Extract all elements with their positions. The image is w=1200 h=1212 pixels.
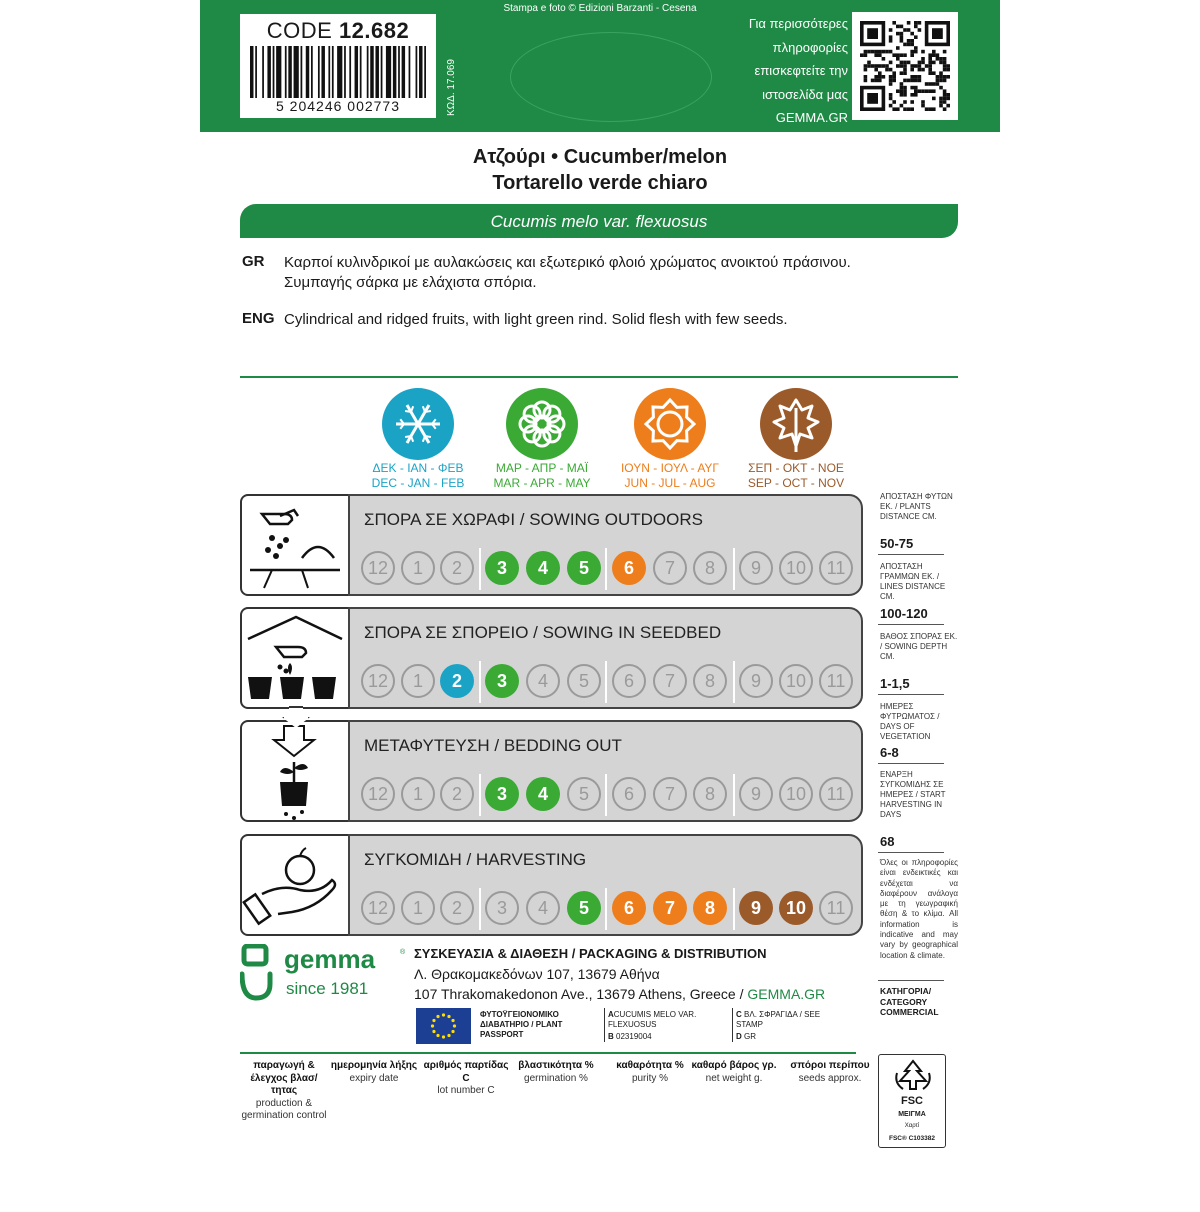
passport-title: ΦΥΤΟΫΓΕΙΟΝΟΜΙΚΟ ΔΙΑΒΑΤΗΡΙΟ / PLANT PASSPORT (480, 1010, 563, 1039)
month-8: 8 (693, 777, 727, 811)
month-3: 3 (485, 891, 519, 925)
season-icon (760, 388, 832, 460)
printer-credit: Stampa e foto © Edizioni Barzanti - Cesena (503, 3, 697, 14)
address-gr: Λ. Θρακομακεδόνων 107, 13679 Αθήνα (414, 966, 660, 982)
vegetation-value: 6-8 (880, 745, 899, 760)
season-label-en: DEC - JAN - FEB (371, 476, 465, 490)
month-1: 1 (401, 777, 435, 811)
sowing-depth-label: ΒΑΘΟΣ ΣΠΟΡΑΣ ΕΚ. / SOWING DEPTH CM. (880, 632, 958, 661)
month-3: 3 (485, 777, 519, 811)
season-separator (479, 774, 481, 816)
en-tag: ENG (242, 310, 275, 327)
quality-column (689, 1060, 779, 1085)
sowing-outdoors-icon (242, 496, 348, 594)
month-6: 6 (612, 891, 646, 925)
harvest-days-value: 68 (880, 834, 895, 849)
month-11: 11 (819, 777, 853, 811)
divider (604, 1008, 605, 1042)
row-icon-box (240, 494, 350, 596)
quality-column-en: seeds approx. (798, 1072, 862, 1084)
website-info (728, 12, 848, 130)
divider (240, 376, 958, 378)
season-label (353, 461, 483, 491)
quality-column-en: production & germination control (241, 1097, 327, 1121)
row-title: ΣΠΟΡΑ ΣΕ ΧΩΡΑΦΙ / SOWING OUTDOORS (364, 510, 703, 529)
harvest-days-label: ΕΝΑΡΞΗ ΣΥΓΚΟΜΙΔΗΣ ΣΕ ΗΜΕΡΕΣ / START HARVESTING IN DAYS (880, 770, 946, 819)
divider (878, 763, 944, 764)
info-line: πληροφορίες (772, 39, 848, 55)
month-7: 7 (653, 891, 687, 925)
quality-column-en: purity % (631, 1072, 669, 1084)
qr-code-icon (852, 12, 958, 120)
barcode-digits: 5 204246 002773 (276, 98, 400, 114)
season-label-en: SEP - OCT - NOV (747, 476, 845, 490)
month-6: 6 (612, 664, 646, 698)
quality-column-gr: ημερομηνία λήξης (330, 1060, 418, 1071)
month-5: 5 (567, 551, 601, 585)
address-en: 107 Thrakomakedonon Ave., 13679 Athens, Greece / GEMMA.GR (414, 986, 826, 1002)
leaf-icon (760, 388, 832, 460)
season-label-en: MAR - APR - MAY (493, 476, 591, 490)
month-5: 5 (567, 777, 601, 811)
product-title: Ατζούρι • Cucumber/melon (472, 146, 728, 168)
month-1: 1 (401, 664, 435, 698)
season-label-gr: ΙΟΥΝ - ΙΟΥΛ - ΑΥΓ (620, 461, 720, 475)
divider (878, 624, 944, 625)
svg-text:®: ® (400, 949, 406, 956)
month-11: 11 (819, 551, 853, 585)
season-label-en: JUN - JUL - AUG (624, 476, 716, 490)
season-separator (733, 661, 735, 703)
season-label-gr: ΜΑΡ - ΑΠΡ - ΜΑΪ (495, 461, 589, 475)
quality-column (605, 1060, 695, 1085)
row-title: ΣΠΟΡΑ ΣΕ ΣΠΟΡΕΙΟ / SOWING IN SEEDBED (364, 623, 722, 642)
season-separator (479, 661, 481, 703)
calendar-row (348, 720, 863, 822)
since-text: since 1981 (286, 979, 369, 998)
quality-column-gr: βλαστικότητα % (518, 1060, 594, 1071)
qr-code[interactable] (852, 12, 958, 120)
quality-column-gr: αριθμός παρτίδας C (423, 1060, 509, 1084)
divider (878, 852, 944, 853)
season-icon (506, 388, 578, 460)
month-3: 3 (485, 664, 519, 698)
packaging-title: ΣΥΣΚΕΥΑΣΙΑ & ΔΙΑΘΕΣΗ / PACKAGING & DISTRIBUTION (414, 946, 767, 961)
en-description: Cylindrical and ridged fruits, with light green rind. Solid flesh with few seeds. (284, 311, 788, 328)
fsc-paper: Χαρτί (904, 1123, 920, 1129)
season-label (605, 461, 735, 491)
divider (878, 694, 944, 695)
quality-column (329, 1060, 419, 1085)
season-label (477, 461, 607, 491)
passport-d: D GR (736, 1032, 757, 1041)
quality-column (421, 1060, 511, 1098)
month-10: 10 (779, 777, 813, 811)
quality-column (239, 1060, 329, 1123)
season-label-gr: ΔΕΚ - ΙΑΝ - ΦΕΒ (372, 461, 464, 475)
month-12: 12 (361, 777, 395, 811)
month-1: 1 (401, 891, 435, 925)
code-prefix: CODE (266, 18, 333, 43)
month-4: 4 (526, 551, 560, 585)
month-9: 9 (739, 551, 773, 585)
divider (732, 1008, 733, 1042)
month-3: 3 (485, 551, 519, 585)
season-icon (634, 388, 706, 460)
divider (878, 554, 944, 555)
eu-flag-icon (416, 1008, 471, 1044)
month-5: 5 (567, 891, 601, 925)
barcode-label (240, 14, 436, 118)
info-line: Για περισσότερες (748, 16, 848, 31)
month-11: 11 (819, 664, 853, 698)
month-11: 11 (819, 891, 853, 925)
fsc-mix: ΜΕΙΓΜΑ (898, 1111, 926, 1118)
month-7: 7 (653, 551, 687, 585)
passport-a: ACUCUMIS MELO VAR. FLEXUOSUS (608, 1010, 697, 1029)
kod-number: ΚΩΔ. 17.069 (446, 59, 457, 116)
month-10: 10 (779, 551, 813, 585)
month-10: 10 (779, 664, 813, 698)
month-9: 9 (739, 664, 773, 698)
harvest-icon (242, 836, 348, 934)
season-separator (605, 548, 607, 590)
month-12: 12 (361, 891, 395, 925)
fsc-badge (878, 1054, 946, 1148)
quality-column-en: lot number C (437, 1085, 495, 1096)
flower-icon (506, 388, 578, 460)
month-12: 12 (361, 664, 395, 698)
gr-description: Καρποί κυλινδρικοί με αυλακώσεις και εξωτερικό φλοιό χρώματος ανοικτού πράσινου. Συμπαγής σάρκα με ελάχιστα σπόρια. (284, 254, 851, 291)
lines-distance-label: ΑΠΟΣΤΑΣΗ ΓΡΑΜΜΩΝ ΕΚ. / LINES DISTANCE CM. (880, 562, 946, 601)
season-separator (605, 774, 607, 816)
seedbed-icon (242, 609, 348, 707)
month-2: 2 (440, 551, 474, 585)
quality-column-gr: παραγωγή & έλεγχος βλασ/τητας (250, 1060, 318, 1096)
month-8: 8 (693, 551, 727, 585)
quality-column (511, 1060, 601, 1085)
code-number: 12.682 (338, 18, 410, 43)
gemma-link[interactable]: GEMMA.GR (747, 986, 826, 1002)
season-label (731, 461, 861, 491)
website-link[interactable]: GEMMA.GR (775, 110, 848, 125)
quality-column-gr: σπόροι περίπου (790, 1060, 870, 1071)
season-separator (479, 888, 481, 930)
quality-column-gr: καθαρότητα % (616, 1060, 684, 1071)
window-oval (510, 32, 712, 122)
season-separator (605, 661, 607, 703)
quality-column-en: expiry date (349, 1072, 399, 1084)
category-label: ΚΑΤΗΓΟΡΙΑ/ CATEGORY (880, 986, 932, 1007)
divider (240, 1052, 856, 1054)
season-icon (382, 388, 454, 460)
calendar-row (348, 834, 863, 936)
season-separator (733, 774, 735, 816)
quality-column-en: germination % (524, 1072, 588, 1084)
quality-column (785, 1060, 875, 1085)
divider (878, 980, 944, 981)
vegetation-label: ΗΜΕΡΕΣ ΦΥΤΡΩΜΑΤΟΣ / DAYS OF VEGETATION (880, 702, 940, 741)
bedding-out-icon (242, 722, 348, 820)
month-2: 2 (440, 664, 474, 698)
month-2: 2 (440, 777, 474, 811)
brand-name: gemma (284, 944, 376, 974)
calendar-row (348, 607, 863, 709)
gr-tag: GR (242, 253, 265, 270)
month-9: 9 (739, 777, 773, 811)
month-2: 2 (440, 891, 474, 925)
latin-name: Cucumis melo var. flexuosus (490, 212, 708, 231)
month-4: 4 (526, 777, 560, 811)
month-8: 8 (693, 664, 727, 698)
season-separator (479, 548, 481, 590)
plants-distance-label: ΑΠΟΣΤΑΣΗ ΦΥΤΩΝ ΕΚ. / PLANTS DISTANCE CM. (880, 492, 953, 521)
info-line: επισκεφτείτε την (754, 63, 848, 78)
sun-icon (634, 388, 706, 460)
gemma-logo (240, 944, 406, 1004)
season-label-gr: ΣΕΠ - ΟΚΤ - ΝΟΕ (748, 461, 844, 475)
info-line: ιστοσελίδα μας (762, 86, 848, 102)
passport-b: B 02319004 (608, 1032, 652, 1041)
quality-column-en: net weight g. (705, 1072, 763, 1084)
season-separator (605, 888, 607, 930)
month-4: 4 (526, 664, 560, 698)
lines-distance-value: 100-120 (880, 606, 928, 621)
month-12: 12 (361, 551, 395, 585)
month-7: 7 (653, 777, 687, 811)
season-separator (733, 888, 735, 930)
barcode-icon (250, 46, 426, 98)
month-4: 4 (526, 891, 560, 925)
sowing-depth-value: 1-1,5 (880, 676, 910, 691)
month-9: 9 (739, 891, 773, 925)
fsc-label: FSC (901, 1095, 923, 1107)
plants-distance-value: 50-75 (880, 536, 914, 551)
row-icon-box (240, 607, 350, 709)
row-icon-box (240, 720, 350, 822)
snowflake-icon (382, 388, 454, 460)
row-icon-box (240, 834, 350, 936)
category-value: COMMERCIAL (880, 1007, 939, 1017)
passport-c: C ΒΛ. ΣΦΡΑΓΙΔΑ / SEE STAMP (736, 1010, 821, 1029)
month-1: 1 (401, 551, 435, 585)
latin-name-bar (240, 204, 958, 238)
month-6: 6 (612, 551, 646, 585)
month-8: 8 (693, 891, 727, 925)
month-7: 7 (653, 664, 687, 698)
month-5: 5 (567, 664, 601, 698)
month-6: 6 (612, 777, 646, 811)
row-title: ΣΥΓΚΟΜΙΔΗ / HARVESTING (364, 850, 587, 869)
row-title: ΜΕΤΑΦΥΤΕΥΣΗ / BEDDING OUT (364, 736, 622, 755)
month-10: 10 (779, 891, 813, 925)
fsc-tree-icon (893, 1059, 933, 1093)
quality-column-gr: καθαρό βάρος γρ. (691, 1060, 777, 1071)
season-separator (733, 548, 735, 590)
disclaimer-note: Όλες οι πληροφορίες είναι ενδεικτικές και ενδέχεται να διαφέρουν ανάλογα με τη γεωγραφική θέση & το κλίμα. All information is indicative and may vary by geographical location & climate. (880, 858, 958, 960)
variety-title: Tortarello verde chiaro (492, 172, 708, 194)
calendar-row (348, 494, 863, 596)
fsc-code: FSC® C103382 (889, 1135, 935, 1142)
